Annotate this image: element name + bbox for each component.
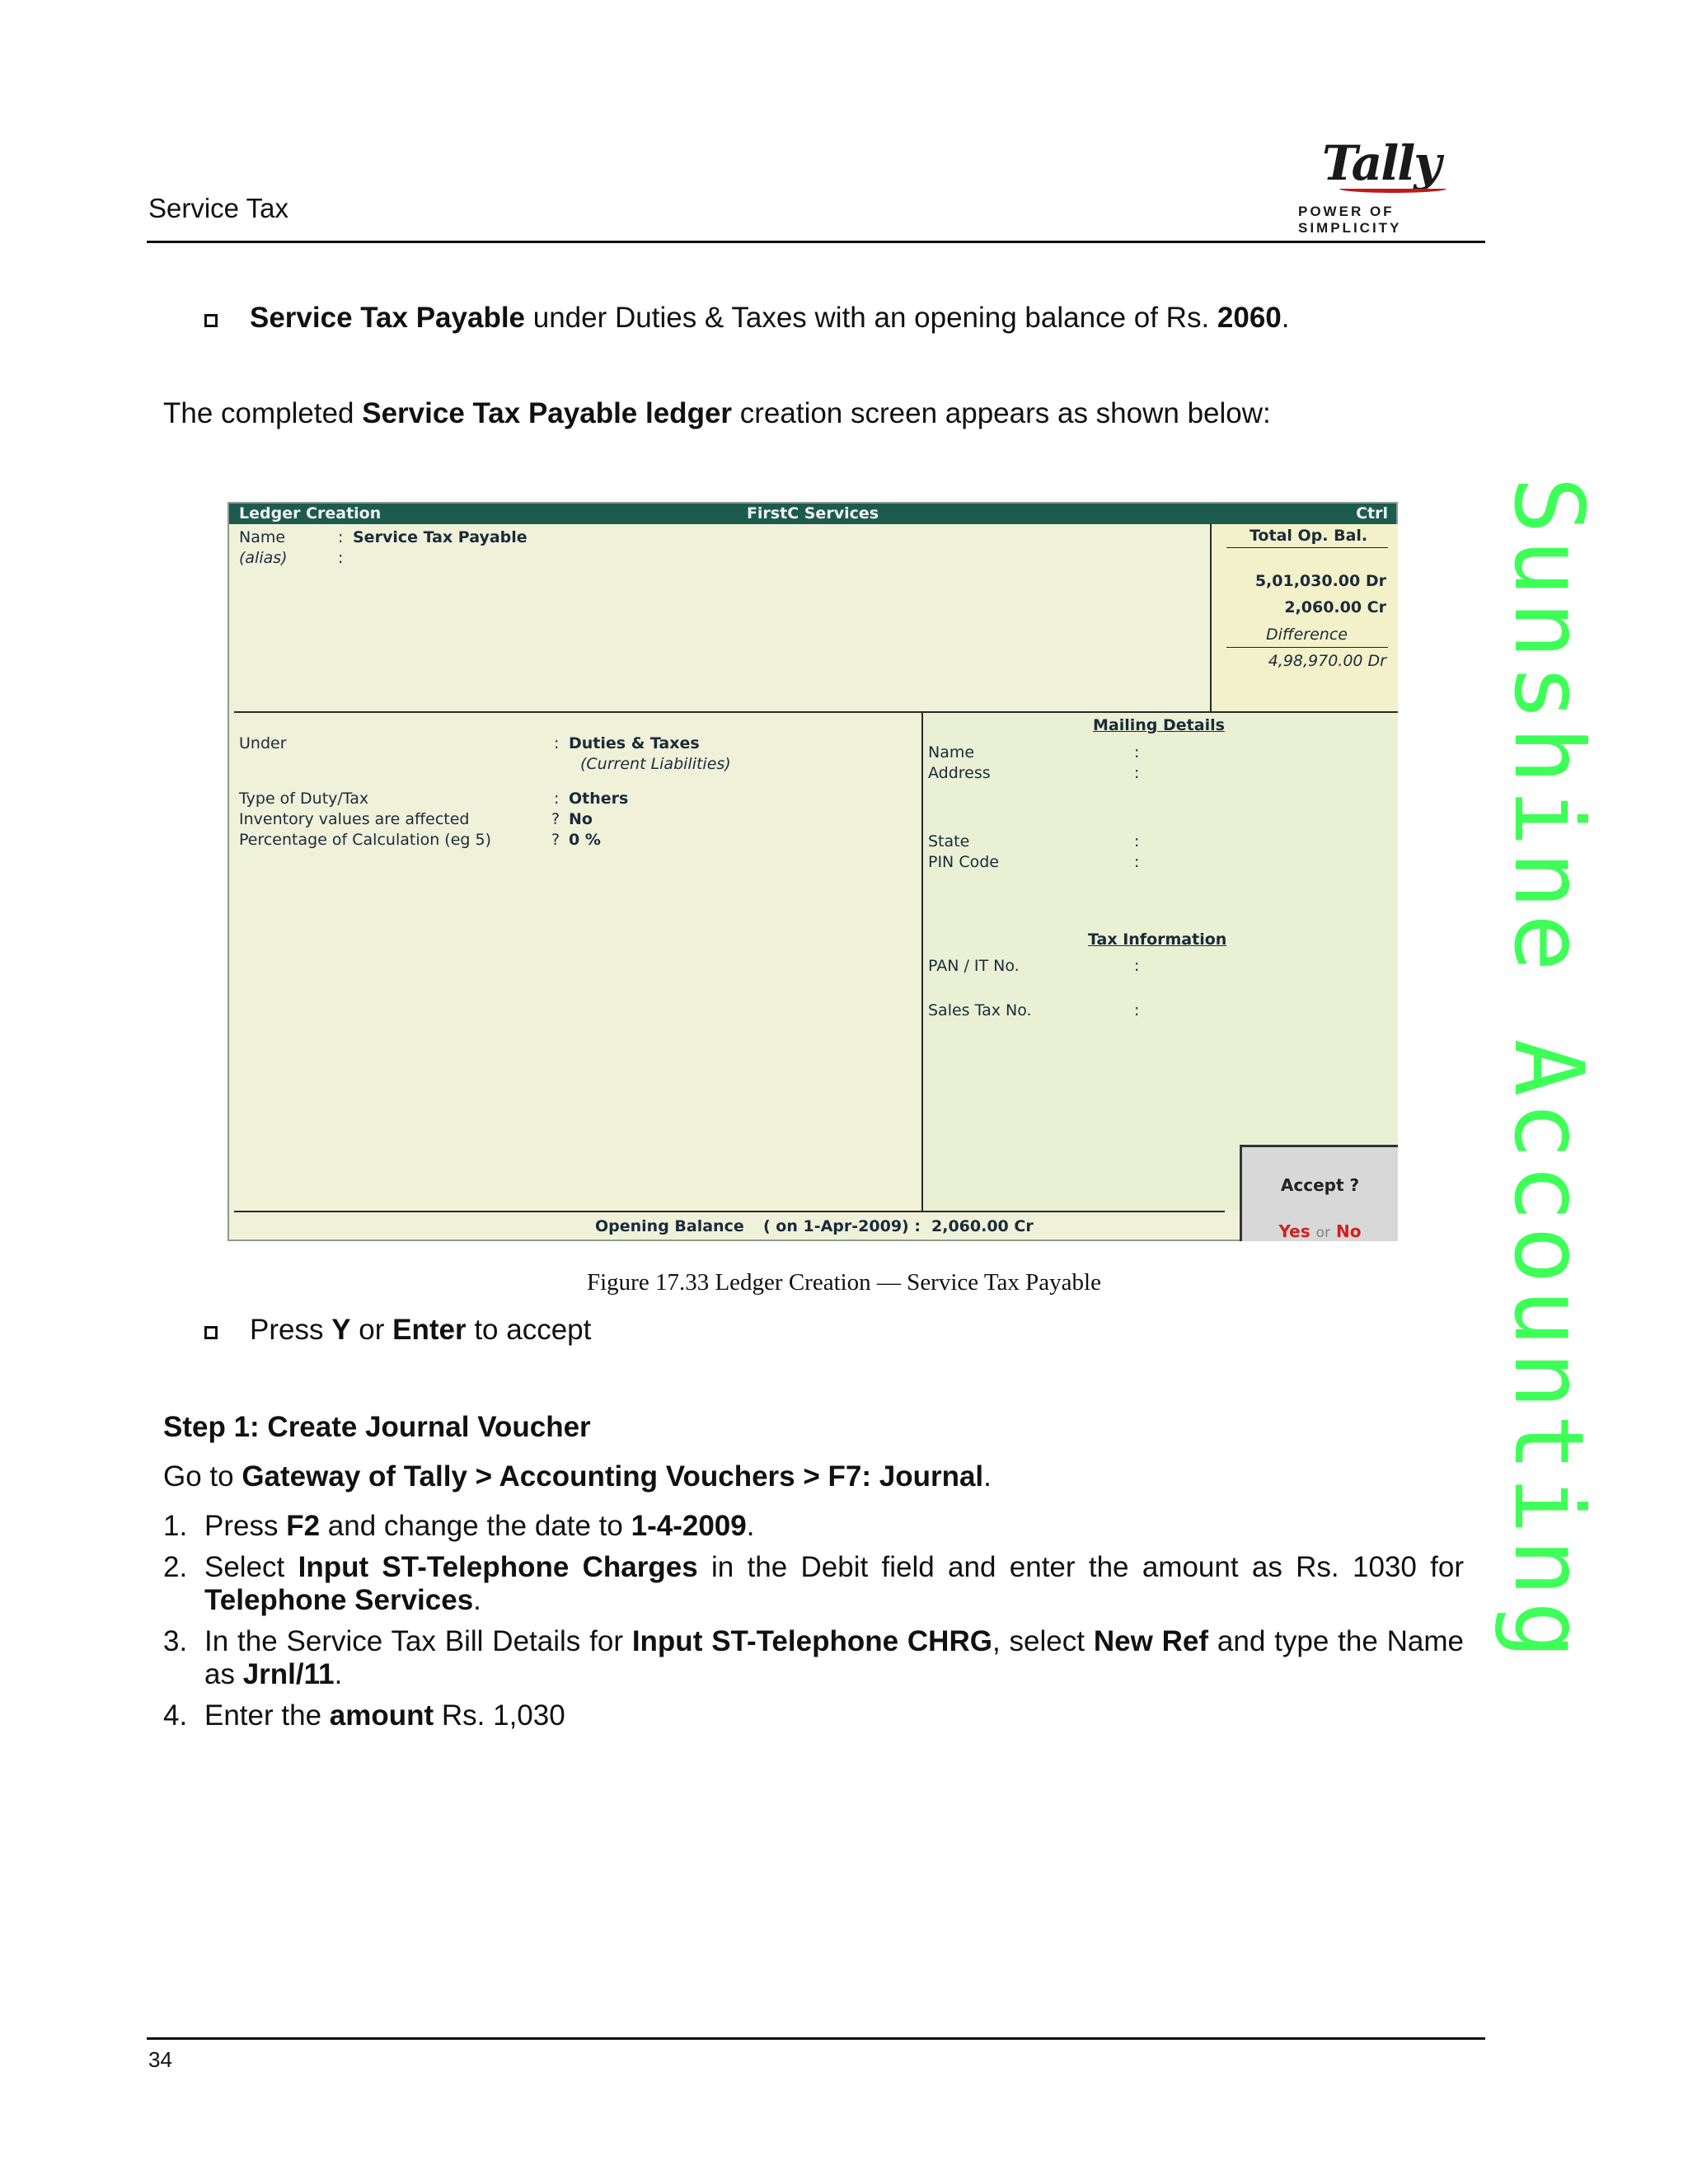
name-colon: : — [338, 528, 344, 546]
bottom-separator — [234, 1211, 1225, 1212]
intro-para-text-2: creation screen appears as shown below: — [732, 397, 1271, 429]
goto-bold: Gateway of Tally > Accounting Vouchers > F7: Journal — [241, 1460, 984, 1493]
step-number: 4. — [163, 1699, 188, 1732]
opening-balance-label: Opening Balance — [595, 1217, 744, 1235]
bullet2-text-3: to accept — [466, 1314, 592, 1346]
intro-bullet-text — [250, 302, 1290, 335]
opbal-difference-rule — [1226, 647, 1388, 648]
opening-balance-date: ( on 1-Apr-2009) : — [763, 1217, 921, 1235]
goto-text-1: Go to — [163, 1460, 242, 1493]
pan-colon[interactable]: : — [1134, 957, 1140, 975]
under-subgroup: (Current Liabilities) — [580, 755, 731, 773]
alias-colon: : — [338, 549, 344, 567]
mail-pin-colon[interactable]: : — [1134, 853, 1140, 871]
step3-bold-3: Jrnl/11 — [242, 1658, 335, 1690]
bullet2-text-1: Press — [250, 1314, 332, 1346]
no-button[interactable]: No — [1335, 1221, 1362, 1241]
goto-text-2: . — [983, 1460, 992, 1493]
step-number: 1. — [163, 1510, 188, 1542]
step2-text-1: Select — [204, 1551, 298, 1583]
opening-balance-field[interactable]: 2,060.00 Cr — [931, 1217, 1034, 1235]
opbal-heading: Total Op. Bal. — [1250, 527, 1368, 545]
intro-bullet-bold-1: Service Tax Payable — [250, 302, 526, 334]
screen-titlebar — [229, 504, 1396, 524]
inventory-label: Inventory values are affected — [239, 810, 470, 828]
ledger-creation-screen — [227, 502, 1398, 1241]
mail-address-colon[interactable]: : — [1134, 764, 1140, 782]
mail-pin-label: PIN Code — [928, 853, 999, 871]
step1-text-2: and change the date to — [320, 1510, 631, 1542]
step-item — [204, 1699, 1464, 1732]
percentage-label: Percentage of Calculation (eg 5) — [239, 831, 492, 849]
screen-title-left: Ledger Creation — [239, 504, 382, 523]
step2-text-2: in the Debit field and enter the amount as Rs. 1030 for — [697, 1551, 1464, 1583]
logo-swoosh-icon — [1339, 185, 1447, 193]
total-opening-balance-panel — [1210, 524, 1398, 713]
mailing-details-pane — [923, 713, 1398, 1211]
accept-question: Accept ? — [1280, 1175, 1360, 1195]
alias-label: (alias) — [239, 549, 288, 567]
step3-text-4: . — [334, 1658, 343, 1690]
footer-divider — [147, 2037, 1485, 2040]
step2-text-3: . — [473, 1584, 481, 1616]
duty-type-field[interactable]: Others — [569, 790, 629, 808]
pan-label: PAN / IT No. — [928, 957, 1020, 975]
yes-button[interactable]: Yes — [1278, 1221, 1311, 1241]
tally-logo — [1298, 135, 1488, 236]
figure-caption: Figure 17.33 Ledger Creation — Service Tax Payable — [587, 1269, 1101, 1296]
mail-name-colon[interactable]: : — [1134, 743, 1140, 762]
bullet-icon — [204, 314, 218, 327]
accept-options — [1242, 1221, 1398, 1241]
opbal-difference-label: Difference — [1266, 626, 1348, 644]
page-number: 34 — [148, 2047, 172, 2072]
step-item — [204, 1551, 1464, 1617]
duty-type-label: Type of Duty/Tax — [239, 790, 369, 808]
accept-dialog — [1240, 1145, 1398, 1241]
inventory-qmark: ? — [551, 810, 560, 828]
goto-path — [163, 1460, 992, 1493]
intro-bullet-bold-2: 2060 — [1217, 302, 1282, 334]
opbal-credit: 2,060.00 Cr — [1284, 598, 1386, 616]
watermark: Sunshine Accounting — [1493, 476, 1604, 1664]
tally-logo-word: Tally — [1322, 135, 1440, 191]
pane-separator — [921, 713, 923, 1212]
step1-text-1: Press — [204, 1510, 287, 1542]
step-item — [204, 1625, 1464, 1691]
intro-bullet-text-2: . — [1281, 302, 1290, 334]
mail-name-label: Name — [928, 743, 975, 762]
step3-text-3: and type the Name as — [204, 1625, 1465, 1690]
step4-bold-1: amount — [329, 1699, 434, 1732]
sales-tax-label: Sales Tax No. — [928, 1001, 1032, 1019]
bullet-icon — [204, 1326, 218, 1339]
step3-bold-1: Input ST-Telephone CHRG — [631, 1625, 992, 1657]
name-field[interactable]: Service Tax Payable — [353, 528, 528, 546]
mail-state-label: State — [928, 832, 970, 851]
step4-text-2: Rs. 1,030 — [434, 1699, 565, 1732]
percentage-qmark: ? — [551, 831, 560, 849]
step1-text-3: . — [746, 1510, 755, 1542]
opbal-debit: 5,01,030.00 Dr — [1254, 572, 1386, 590]
step3-text-1: In the Service Tax Bill Details for — [204, 1625, 632, 1657]
step2-bold-2: Telephone Services — [204, 1584, 474, 1616]
mailing-details-heading: Mailing Details — [1093, 716, 1225, 734]
page-header-title: Service Tax — [148, 193, 288, 223]
mail-state-colon[interactable]: : — [1134, 832, 1140, 851]
step2-bold-1: Input ST-Telephone Charges — [298, 1551, 698, 1583]
under-field[interactable]: Duties & Taxes — [569, 734, 700, 752]
bullet2-bold-1: Y — [331, 1314, 351, 1346]
logo-tagline: POWER OF SIMPLICITY — [1298, 204, 1402, 236]
accept-instruction — [250, 1314, 591, 1347]
screen-title-ctrl[interactable]: Ctrl — [1356, 504, 1388, 523]
step-heading: Step 1: Create Journal Voucher — [163, 1411, 591, 1443]
inventory-field[interactable]: No — [569, 810, 593, 828]
screen-title-center: FirstC Services — [746, 504, 879, 523]
step3-bold-2: New Ref — [1093, 1625, 1209, 1657]
step1-bold-1: F2 — [286, 1510, 321, 1542]
step4-text-1: Enter the — [204, 1699, 330, 1732]
intro-paragraph — [163, 397, 1271, 430]
or-text: or — [1315, 1225, 1331, 1241]
step-number: 2. — [163, 1551, 188, 1583]
step-number: 3. — [163, 1625, 188, 1657]
bullet2-bold-2: Enter — [392, 1314, 467, 1346]
step3-text-2: , select — [992, 1625, 1094, 1657]
intro-para-text-1: The completed — [163, 397, 363, 429]
tax-information-heading: Tax Information — [1088, 930, 1227, 949]
name-label: Name — [239, 528, 286, 546]
step-item — [204, 1510, 1464, 1543]
duty-type-colon: : — [554, 790, 560, 808]
sales-tax-colon[interactable]: : — [1134, 1001, 1140, 1019]
under-label: Under — [239, 734, 287, 752]
mail-address-label: Address — [928, 764, 991, 782]
bullet2-text-2: or — [350, 1314, 393, 1346]
header-divider — [147, 241, 1485, 243]
step1-bold-2: 1-4-2009 — [631, 1510, 747, 1542]
opbal-heading-rule — [1226, 547, 1388, 548]
opbal-difference: 4,98,970.00 Dr — [1268, 652, 1386, 670]
under-colon: : — [554, 734, 560, 752]
intro-bullet-text-1: under Duties & Taxes with an opening balance of Rs. — [525, 302, 1217, 334]
intro-para-bold: Service Tax Payable ledger — [362, 397, 733, 429]
percentage-field[interactable]: 0 % — [569, 831, 601, 849]
